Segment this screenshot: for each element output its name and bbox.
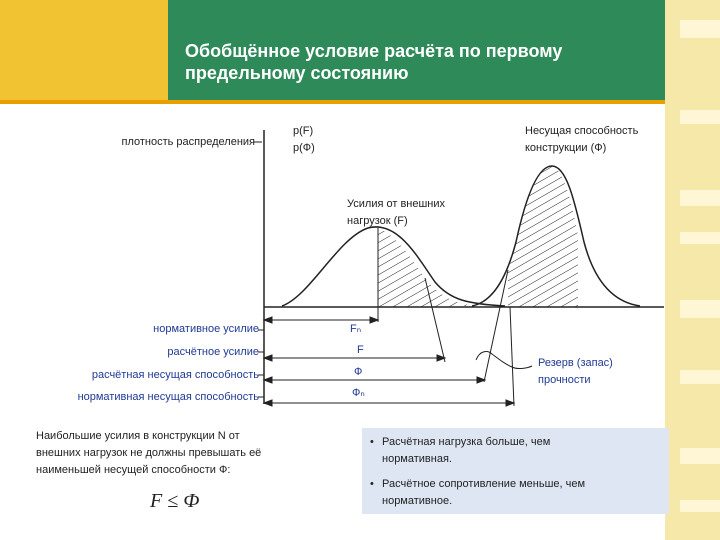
condition-text-line2: внешних нагрузок не должны превышать её <box>36 447 262 459</box>
note-2-line1: Расчётное сопротивление меньше, чем <box>382 478 586 490</box>
decor-stripe <box>680 370 720 384</box>
arrow-design-capacity <box>264 377 485 383</box>
decor-stripe <box>680 190 720 206</box>
decor-stripe <box>680 500 720 512</box>
symbol-Fn: Fₙ <box>350 323 362 335</box>
loads-label-line1: Усилия от внешних <box>347 198 446 210</box>
slide-title-line2: предельному состоянию <box>185 63 409 83</box>
notes-box <box>362 428 669 514</box>
decor-stripe <box>680 110 720 124</box>
reserve-label-line1: Резерв (запас) <box>538 357 613 369</box>
mark-normative-capacity <box>510 307 514 406</box>
label-pPhi: p(Ф) <box>293 142 315 154</box>
label-pF: p(F) <box>293 125 314 137</box>
row-label-design-capacity: расчётная несущая способность <box>91 369 259 381</box>
row-label-normative-load: нормативное усилие <box>153 323 259 335</box>
decor-stripe <box>680 20 720 38</box>
condition-text <box>36 428 336 479</box>
decor-stripe <box>680 448 720 464</box>
capacity-hatched-area <box>508 166 578 307</box>
row-label-normative-capacity: нормативная несущая способность <box>77 391 259 403</box>
arrow-normative-capacity <box>264 400 514 406</box>
note-bullet-2 <box>370 476 660 510</box>
mark-design-capacity <box>484 270 508 382</box>
row-label-design-load: расчётное усилие <box>167 346 259 358</box>
capacity-label-line1: Несущая способность <box>525 125 639 137</box>
capacity-label-line2: конструкции (Ф) <box>525 142 607 154</box>
reserve-brace <box>476 352 532 369</box>
note-2-line2: нормативное. <box>382 495 453 507</box>
condition-text-line3: наименьшей несущей способности Ф: <box>36 464 231 476</box>
symbol-Phi: Ф <box>354 366 363 378</box>
y-axis-label: плотность распределения <box>121 136 255 148</box>
condition-formula: F ≤ Ф <box>150 490 200 512</box>
symbol-Phin: Фₙ <box>352 387 365 399</box>
note-1-line2: нормативная. <box>382 453 452 465</box>
bullet-icon: • <box>370 436 374 448</box>
loads-label-line2: нагрузок (F) <box>347 215 408 227</box>
decorative-right-strip <box>665 0 720 540</box>
decor-stripe <box>680 300 720 318</box>
note-bullet-1 <box>370 434 660 468</box>
loads-hatched-area <box>378 228 475 307</box>
slide-title-line1: Обобщённое условие расчёта по первому <box>185 41 563 61</box>
reserve-label-line2: прочности <box>538 374 591 386</box>
note-1-line1: Расчётная нагрузка больше, чем <box>382 436 551 448</box>
symbol-F: F <box>357 344 364 356</box>
condition-text-line1: Наибольшие усилия в конструкции N от <box>36 430 240 442</box>
bullet-icon: • <box>370 478 374 490</box>
decor-stripe <box>680 232 720 244</box>
arrow-design-load <box>264 355 445 361</box>
